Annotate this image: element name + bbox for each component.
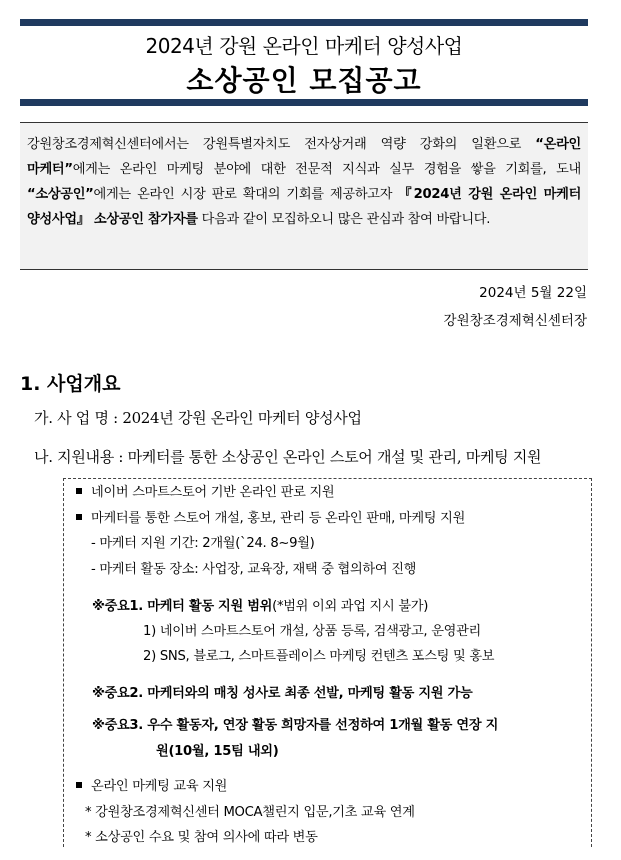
important-2: ※중요2. 마케터와의 매칭 성사로 최종 선발, 마케팅 활동 지원 가능	[92, 686, 473, 701]
intro-smallbiz-bold: 소상공인	[35, 187, 86, 202]
important-3-line-1: ※중요3. 우수 활동자, 연장 활동 희망자를 선정하여 1개월 활동 연장 지	[92, 718, 499, 733]
square-bullet-icon	[76, 782, 82, 788]
bullet-text: 네이버 스마트스토어 기반 온라인 판로 지원	[91, 485, 335, 500]
intro-paragraph-box	[20, 122, 588, 270]
section-heading-overview: 1. 사업개요	[20, 373, 121, 395]
intro-text-2: 에게는 온라인 마케팅 분야에 대한 전문적 지식과 실무 경험을 쌓을 기회를, 도내	[72, 162, 581, 177]
important-1-sub-2: 2) SNS, 블로그, 스마트플레이스 마케팅 컨텐츠 포스팅 및 홍보	[143, 649, 495, 664]
important-1-title: ※중요1. 마케터 활동 지원 범위	[92, 599, 273, 614]
item-project-name: 가. 사 업 명 : 2024년 강원 온라인 마케터 양성사업	[34, 409, 362, 427]
note-variation: * 소상공인 수요 및 참여 의사에 따라 변동	[85, 830, 318, 845]
intro-quote-close-2: ”	[85, 187, 94, 202]
intro-text-3: 에게는 온라인 시장 판로 확대의 기회를 제공하고자	[93, 187, 399, 202]
bullet-text: 온라인 마케팅 교육 지원	[91, 779, 228, 794]
support-details-box	[63, 478, 592, 847]
intro-text-4: 다음과 같이 모집하오니 많은 관심과 참여 바랍니다.	[197, 212, 491, 227]
intro-quote-open-1: “	[535, 137, 544, 152]
important-3-line-2: 원(10월, 15팀 내외)	[156, 744, 279, 759]
important-1	[92, 595, 428, 614]
bullet-item	[64, 775, 227, 794]
important-1-note: (*범위 이외 과업 지시 불가)	[272, 599, 429, 614]
detail-period: - 마케터 지원 기간: 2개월(`24. 8~9월)	[91, 536, 315, 551]
intro-quote-open-2: “	[27, 187, 36, 202]
header-bottom-bar	[20, 99, 588, 106]
document-subtitle: 2024년 강원 온라인 마케터 양성사업	[145, 34, 463, 58]
issuing-organization: 강원창조경제혁신센터장	[443, 313, 587, 329]
square-bullet-icon	[76, 514, 82, 520]
item-support-content: 나. 지원내용 : 마케터를 통한 소상공인 온라인 스토어 개설 및 관리, 마케팅 지원	[34, 448, 542, 466]
intro-project-bold: 『2024년 강원 온라인 마케터 양성사업』 소상공인 참가자를	[27, 187, 582, 227]
intro-quote-close-1: ”	[64, 162, 73, 177]
detail-location: - 마케터 활동 장소: 사업장, 교육장, 재택 중 협의하여 진행	[91, 562, 417, 577]
intro-marketer-bold: 온라인 마케터	[27, 137, 581, 177]
announcement-date: 2024년 5월 22일	[479, 285, 587, 301]
bullet-item	[64, 507, 465, 526]
intro-text-1: 강원창조경제혁신센터에서는 강원특별자치도 전자상거래 역량 강화의 일환으로	[27, 137, 536, 152]
document-title: 소상공인 모집공고	[186, 64, 422, 97]
bullet-item	[64, 481, 334, 500]
bullet-text: 마케터를 통한 스토어 개설, 홍보, 관리 등 온라인 판매, 마케팅 지원	[91, 511, 466, 526]
note-moca: * 강원창조경제혁신센터 MOCA챌린지 입문,기초 교육 연계	[85, 805, 415, 820]
square-bullet-icon	[76, 488, 82, 494]
important-1-sub-1: 1) 네이버 스마트스토어 개설, 상품 등록, 검색광고, 운영관리	[143, 624, 481, 639]
header-top-bar	[20, 19, 588, 26]
